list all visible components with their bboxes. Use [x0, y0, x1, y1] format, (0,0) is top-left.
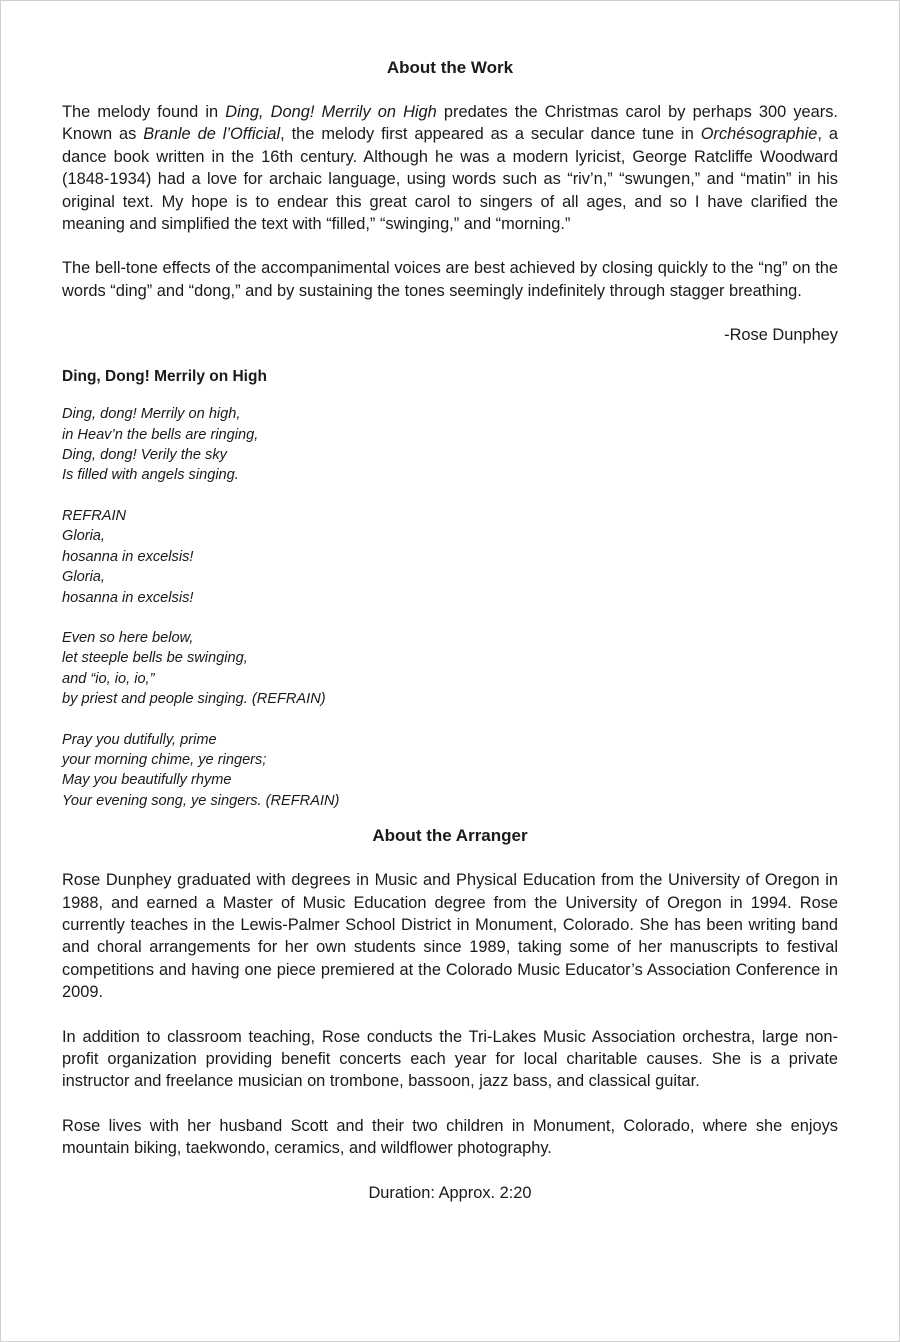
poem-line: hosanna in excelsis!: [62, 589, 194, 606]
poem-line: your morning chime, ye ringers;: [62, 751, 267, 768]
p1-book-title: Orchésographie: [700, 125, 818, 144]
arranger-bio-paragraph-2: In addition to classroom teaching, Rose conducts the Tri-Lakes Music Association orchestra, large non-profit organization providing benefit concerts each year for local charitable causes. She is a private instructor and freelance musician on trombone, bassoon, jazz bass, and classical guitar.: [62, 1027, 838, 1091]
about-work-paragraph-1: [62, 101, 838, 235]
poem-stanza: [62, 404, 838, 486]
poem-line: May you beautifully rhyme: [62, 772, 232, 789]
poem-line: Is filled with angels singing.: [62, 467, 239, 484]
poem-line: let steeple bells be swinging,: [62, 650, 248, 667]
arranger-bio-paragraph-1: Rose Dunphey graduated with degrees in Music and Physical Education from the University of Oregon in 1988, and earned a Master of Music Education degree from the University of Oregon in 1994. Rose currently teaches in the Lewis-Palmer School District in Monument, Colorado. She has been writing band and choral arrangements for her own students since 1989, taking some of her manuscripts to festival competitions and having one piece premiered at the Colorado Music Educator’s Association Conference in 2009.: [62, 871, 838, 1002]
about-arranger-heading: About the Arranger: [372, 826, 528, 846]
poem-line: Ding, dong! Merrily on high,: [62, 406, 241, 423]
poem-line: Ding, dong! Verily the sky: [62, 447, 227, 464]
p1-text-b: predates the Christmas carol by perhaps 300 years. Known as: [62, 103, 838, 144]
duration-note: Duration: Approx. 2:20: [368, 1183, 532, 1202]
poem-title: Ding, Dong! Merrily on High: [62, 368, 267, 386]
arranger-bio-paragraph-3: Rose lives with her husband Scott and their two children in Monument, Colorado, where she enjoys mountain biking, taekwondo, ceramics, and wildflower photography.: [62, 1116, 838, 1158]
poem-stanza: [62, 730, 838, 812]
poem-line: Pray you dutifully, prime: [62, 731, 217, 748]
p1-text-c: , the melody first appeared as a secular dance tune in: [280, 125, 701, 144]
poem-line: Your evening song, ye singers. (REFRAIN): [62, 792, 340, 809]
poem-line: Gloria,: [62, 528, 105, 545]
poem-line: hosanna in excelsis!: [62, 548, 194, 565]
p1-branle-title: Branle de l’Official: [143, 125, 281, 144]
poem-line: by priest and people singing. (REFRAIN): [62, 691, 326, 708]
poem-line: in Heav’n the bells are ringing,: [62, 426, 259, 443]
p1-text-d: , a dance book written in the 16th century. Although he was a modern lyricist, George Ratcliffe Woodward (1848-1934) had a love for archaic language, using words such as “riv’n,” “swungen,” and “matin” in his original text. My hope is to endear this great carol to singers of all ages, and so I have clarified the meaning and simplified the text with “filled,” “swinging,” and “morning.”: [62, 125, 838, 234]
poem-line: and “io, io, io,”: [62, 670, 155, 687]
about-work-heading: About the Work: [386, 58, 514, 77]
poem-line: Gloria,: [62, 569, 105, 586]
about-work-paragraph-2: The bell-tone effects of the accompanimental voices are best achieved by closing quickly to the “ng” on the words “ding” and “dong,” and by sustaining the tones seemingly indefinitely through stagger breathing.: [62, 259, 838, 300]
poem-refrain: [62, 506, 838, 608]
author-signature: -Rose Dunphey: [724, 326, 838, 345]
poem-line: Even so here below,: [62, 629, 194, 646]
p1-carol-title: Ding, Dong! Merrily on High: [225, 103, 437, 121]
refrain-label: REFRAIN: [62, 507, 127, 524]
p1-text-a: The melody found in: [62, 103, 226, 121]
poem-stanza: [62, 628, 838, 710]
